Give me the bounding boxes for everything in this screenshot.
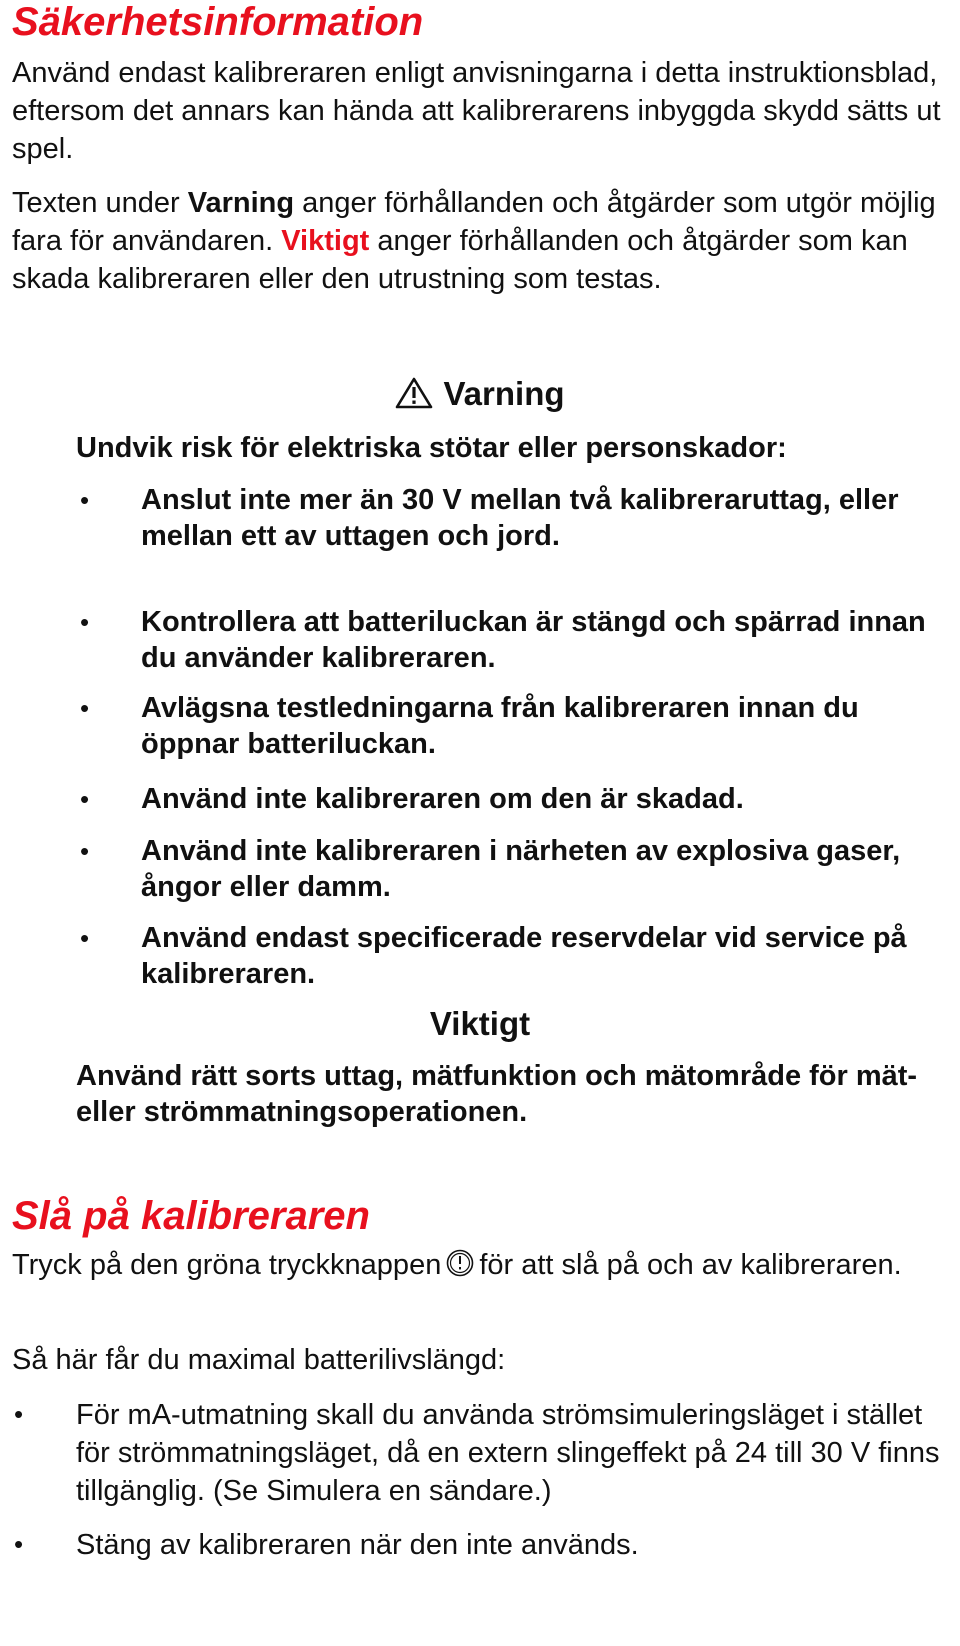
legend-viktigt-term: Viktigt: [281, 225, 370, 257]
bullet-dot: •: [80, 693, 90, 723]
bullet-dot: •: [14, 1529, 24, 1559]
bullet-dot: •: [80, 923, 90, 953]
warning-heading: [0, 374, 960, 418]
legend-text-c: anger förhållanden och åtgärder som kan skada kalibreraren eller den utrustning som testas.: [12, 225, 908, 295]
caution-text: Använd rätt sorts uttag, mätfunktion och mätområde för mät- eller strömmatningsoperationen.: [76, 1060, 918, 1128]
battery-item-text: För mA-utmatning skall du använda strömsimuleringsläget i stället för strömmatningsläget, då en extern slingeffekt på 24 till 30 V finns tillgänglig. (Se Simulera en sändare.): [76, 1399, 940, 1507]
warning-lead: Undvik risk för elektriska stötar eller personskador:: [76, 432, 787, 464]
legend-varning-term: Varning: [187, 187, 295, 219]
power-on-paragraph: [12, 1246, 952, 1288]
warning-item-text: Använd inte kalibreraren om den är skadad.: [141, 783, 744, 815]
bullet-dot: •: [14, 1399, 24, 1429]
power-text-a: Tryck på den gröna tryckknappen: [12, 1249, 442, 1281]
power-text-b: för att slå på och av kalibreraren.: [479, 1249, 902, 1281]
legend-text-b: anger förhållanden och åtgärder som utgör möjlig fara för användaren.: [12, 187, 936, 257]
power-button-icon: [445, 1248, 475, 1288]
safety-legend-paragraph: [12, 184, 952, 298]
warning-item-text: Avlägsna testledningarna från kalibreraren innan du öppnar batteriluckan.: [141, 692, 859, 760]
warning-item-text: Använd endast specificerade reservdelar vid service på kalibreraren.: [141, 922, 907, 990]
legend-text-a: Texten under: [12, 187, 188, 219]
safety-intro-paragraph: Använd endast kalibreraren enligt anvisningarna i detta instruktionsblad, eftersom det annars kan hända att kalibrerarens inbyggda skydd sätts ut spel.: [12, 57, 941, 165]
warning-heading-text: Varning: [443, 375, 565, 412]
section-title-power: Slå på kalibreraren: [12, 1194, 370, 1238]
section-title-safety: Säkerhetsinformation: [12, 0, 424, 44]
battery-item-text: Stäng av kalibreraren när den inte används.: [76, 1529, 639, 1561]
bullet-dot: •: [80, 607, 90, 637]
battery-life-intro: Så här får du maximal batterilivslängd:: [12, 1344, 506, 1376]
bullet-dot: •: [80, 485, 90, 515]
caution-heading: Viktigt: [429, 1005, 531, 1042]
bullet-dot: •: [80, 784, 90, 814]
warning-item-text: Använd inte kalibreraren i närheten av explosiva gaser, ångor eller damm.: [141, 835, 901, 903]
warning-item-text: Anslut inte mer än 30 V mellan två kalibreraruttag, eller mellan ett av uttagen och jord.: [141, 484, 899, 552]
bullet-dot: •: [80, 836, 90, 866]
warning-item-text: Kontrollera att batteriluckan är stängd och spärrad innan du använder kalibreraren.: [141, 606, 926, 674]
warning-triangle-icon: [395, 377, 433, 418]
